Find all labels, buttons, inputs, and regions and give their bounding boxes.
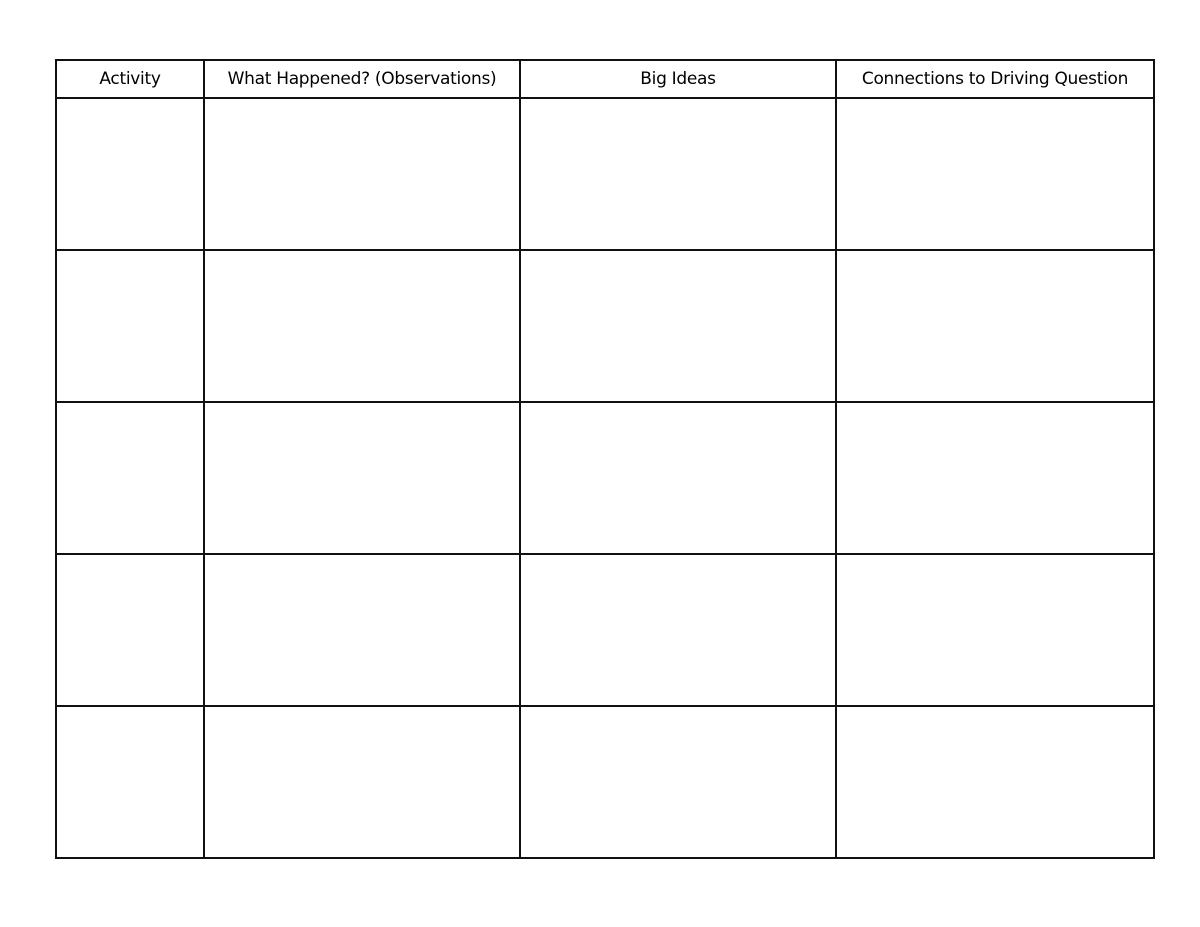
big-ideas-cell xyxy=(520,250,836,402)
big-ideas-cell xyxy=(520,554,836,706)
observations-cell xyxy=(204,706,520,858)
table-body xyxy=(56,98,1154,858)
table-header xyxy=(56,60,1154,98)
connections-cell xyxy=(836,250,1154,402)
observation-worksheet-table xyxy=(55,59,1155,859)
header-connections: Connections to Driving Question xyxy=(836,60,1154,98)
table-row xyxy=(56,402,1154,554)
activity-cell xyxy=(56,402,204,554)
connections-cell xyxy=(836,402,1154,554)
big-ideas-cell xyxy=(520,402,836,554)
table-row xyxy=(56,554,1154,706)
activity-cell xyxy=(56,706,204,858)
activity-cell xyxy=(56,554,204,706)
observations-cell xyxy=(204,250,520,402)
big-ideas-cell xyxy=(520,706,836,858)
table-row xyxy=(56,98,1154,250)
activity-cell xyxy=(56,98,204,250)
observations-cell xyxy=(204,554,520,706)
header-what-happened: What Happened? (Observations) xyxy=(204,60,520,98)
observations-cell xyxy=(204,98,520,250)
big-ideas-cell xyxy=(520,98,836,250)
connections-cell xyxy=(836,706,1154,858)
table-row xyxy=(56,250,1154,402)
connections-cell xyxy=(836,554,1154,706)
activity-cell xyxy=(56,250,204,402)
header-row xyxy=(56,60,1154,98)
header-big-ideas: Big Ideas xyxy=(520,60,836,98)
header-activity: Activity xyxy=(56,60,204,98)
table-row xyxy=(56,706,1154,858)
observations-cell xyxy=(204,402,520,554)
connections-cell xyxy=(836,98,1154,250)
